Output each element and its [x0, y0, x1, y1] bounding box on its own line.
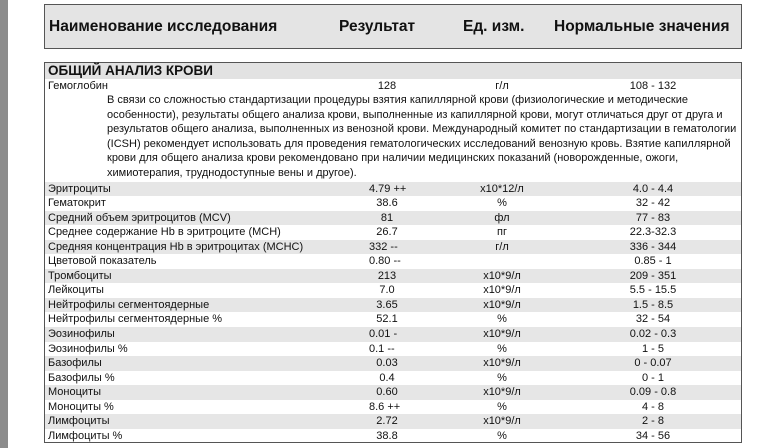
- capillary-blood-note: [107, 93, 737, 181]
- row-result: 4.79 ++: [369, 182, 407, 195]
- row-unit: %: [497, 429, 507, 442]
- table-row: [45, 342, 741, 357]
- row-unit: x10*9/л: [483, 284, 521, 297]
- table-row: [45, 182, 741, 197]
- row-result: 0.80 --: [369, 255, 401, 268]
- row-norm: 1 - 5: [641, 342, 664, 355]
- row-result: 0.03: [376, 357, 398, 370]
- table-row: [45, 414, 741, 429]
- row-name: Нейтрофилы сегментоядерные %: [48, 313, 223, 326]
- table-row: [45, 225, 741, 240]
- table-header: [44, 4, 742, 49]
- row-unit: x10*12/л: [480, 182, 524, 195]
- table-row: [45, 211, 741, 226]
- results-table: [44, 62, 742, 443]
- row-unit: x10*9/л: [483, 357, 521, 370]
- row-result: 0.4: [379, 371, 395, 384]
- row-result: 3.65: [376, 298, 398, 311]
- row-result: 0.01 -: [369, 328, 398, 340]
- row-unit: %: [497, 313, 507, 326]
- table-row-hemoglobin: [45, 79, 741, 94]
- table-row: [45, 371, 741, 386]
- table-row: [45, 269, 741, 284]
- header-name: Наименование исследования: [49, 18, 278, 35]
- row-name: Лейкоциты: [48, 284, 104, 297]
- row-norm: 1.5 - 8.5: [632, 298, 674, 311]
- row-result: 213: [377, 269, 397, 282]
- row-unit: %: [497, 371, 507, 384]
- row-name: Гемоглобин: [48, 80, 108, 92]
- row-norm: 4.0 - 4.4: [632, 182, 674, 195]
- row-name: Гематокрит: [48, 197, 106, 210]
- table-row: [45, 429, 741, 444]
- table-row: [45, 400, 741, 415]
- row-norm: 5.5 - 15.5: [629, 284, 677, 297]
- row-name: Лимфоциты %: [48, 429, 123, 442]
- note-line: особенности), результаты общего анализа крови, выполненные из капиллярной крови, могут отличаться друг от друга и: [107, 108, 723, 121]
- row-name: Базофилы: [48, 357, 102, 370]
- row-result: 332 --: [369, 240, 398, 253]
- row-result: 26.7: [376, 226, 398, 239]
- table-row: [45, 283, 741, 298]
- row-result: 0.60: [376, 386, 398, 399]
- row-result: 8.6 ++: [369, 400, 401, 413]
- row-name: Эозинофилы %: [48, 342, 128, 355]
- row-norm: 77 - 83: [635, 211, 671, 224]
- row-norm: 209 - 351: [629, 269, 677, 282]
- row-norm: 336 - 344: [629, 240, 677, 253]
- note-line: крови для общего анализа крови рекомендовано при наличии медицинских показаний (новорожденные, ожоги,: [107, 152, 679, 165]
- row-result: 128: [377, 80, 397, 92]
- row-norm: 0.09 - 0.8: [629, 386, 677, 399]
- note-line: химиотерапия, труднодоступные вены и другое).: [107, 166, 357, 179]
- row-unit: x10*9/л: [483, 415, 521, 428]
- row-result: 81: [380, 211, 394, 224]
- row-unit: г/л: [495, 80, 509, 92]
- section-title: ОБЩИЙ АНАЛИЗ КРОВИ: [45, 63, 741, 79]
- table-row: [45, 196, 741, 211]
- note-line: В связи со сложностью стандартизации процедуры взятия капиллярной крови (физиологические и методические: [107, 94, 688, 106]
- row-result: 2.72: [376, 415, 398, 428]
- table-row: [45, 356, 741, 371]
- row-norm: 0 - 0.07: [634, 357, 672, 370]
- table-row: [45, 327, 741, 342]
- table-row: [45, 385, 741, 400]
- row-name: Эритроциты: [48, 182, 111, 195]
- row-norm: 2 - 8: [641, 415, 664, 428]
- row-name: Эозинофилы: [48, 328, 115, 340]
- row-name: Моноциты %: [48, 400, 114, 413]
- row-norm: 32 - 42: [635, 197, 671, 210]
- row-norm: 22.3-32.3: [629, 226, 677, 239]
- row-norm: 0.85 - 1: [634, 255, 672, 268]
- header-result: Результат: [339, 18, 416, 35]
- table-row: [45, 298, 741, 313]
- row-unit: г/л: [495, 240, 509, 253]
- row-unit: %: [497, 197, 507, 210]
- row-norm: 34 - 56: [635, 429, 671, 442]
- row-unit: x10*9/л: [483, 298, 521, 311]
- row-unit: x10*9/л: [483, 328, 521, 340]
- row-name: Цветовой показатель: [48, 255, 157, 268]
- row-unit: x10*9/л: [483, 386, 521, 399]
- row-name: Средний объем эритроцитов (MCV): [48, 211, 231, 224]
- row-norm: 108 - 132: [629, 80, 677, 92]
- row-unit: x10*9/л: [483, 269, 521, 282]
- row-result: 52.1: [376, 313, 398, 326]
- row-result: 7.0: [379, 284, 395, 297]
- row-result: 0.1 --: [369, 342, 395, 355]
- row-name: Лимфоциты: [48, 415, 110, 428]
- row-norm: 32 - 54: [635, 313, 671, 326]
- row-name: Среднее содержание Hb в эритроците (MCH): [48, 226, 281, 239]
- note-line: результатов общего анализа, выполненных из венозной крови. Международный комитет по стандартизации в гематологии: [107, 123, 737, 136]
- row-unit: фл: [494, 211, 510, 224]
- header-norm: Нормальные значения: [554, 18, 730, 35]
- row-name: Нейтрофилы сегментоядерные: [48, 298, 210, 311]
- table-row: [45, 240, 741, 255]
- row-norm: 0 - 1: [641, 371, 664, 384]
- row-name: Базофилы %: [48, 371, 115, 384]
- row-norm: 0.02 - 0.3: [629, 328, 677, 340]
- table-row: [45, 254, 741, 269]
- row-unit: %: [497, 400, 507, 413]
- note-line: (ICSH) рекомендует использовать для проведения гематологических исследований венозную кровь. Взятие капиллярной: [107, 137, 731, 150]
- header-unit: Ед. изм.: [463, 18, 525, 35]
- table-row: [45, 312, 741, 327]
- row-unit: пг: [497, 226, 507, 239]
- left-window-edge: [0, 0, 8, 448]
- row-result: 38.8: [376, 429, 398, 442]
- row-norm: 4 - 8: [641, 400, 664, 413]
- row-result: 38.6: [376, 197, 398, 210]
- row-name: Тромбоциты: [48, 269, 112, 282]
- row-name: Средняя концентрация Hb в эритроцитах (MCHC): [48, 240, 304, 253]
- row-name: Моноциты: [48, 386, 101, 399]
- row-unit: %: [497, 342, 507, 355]
